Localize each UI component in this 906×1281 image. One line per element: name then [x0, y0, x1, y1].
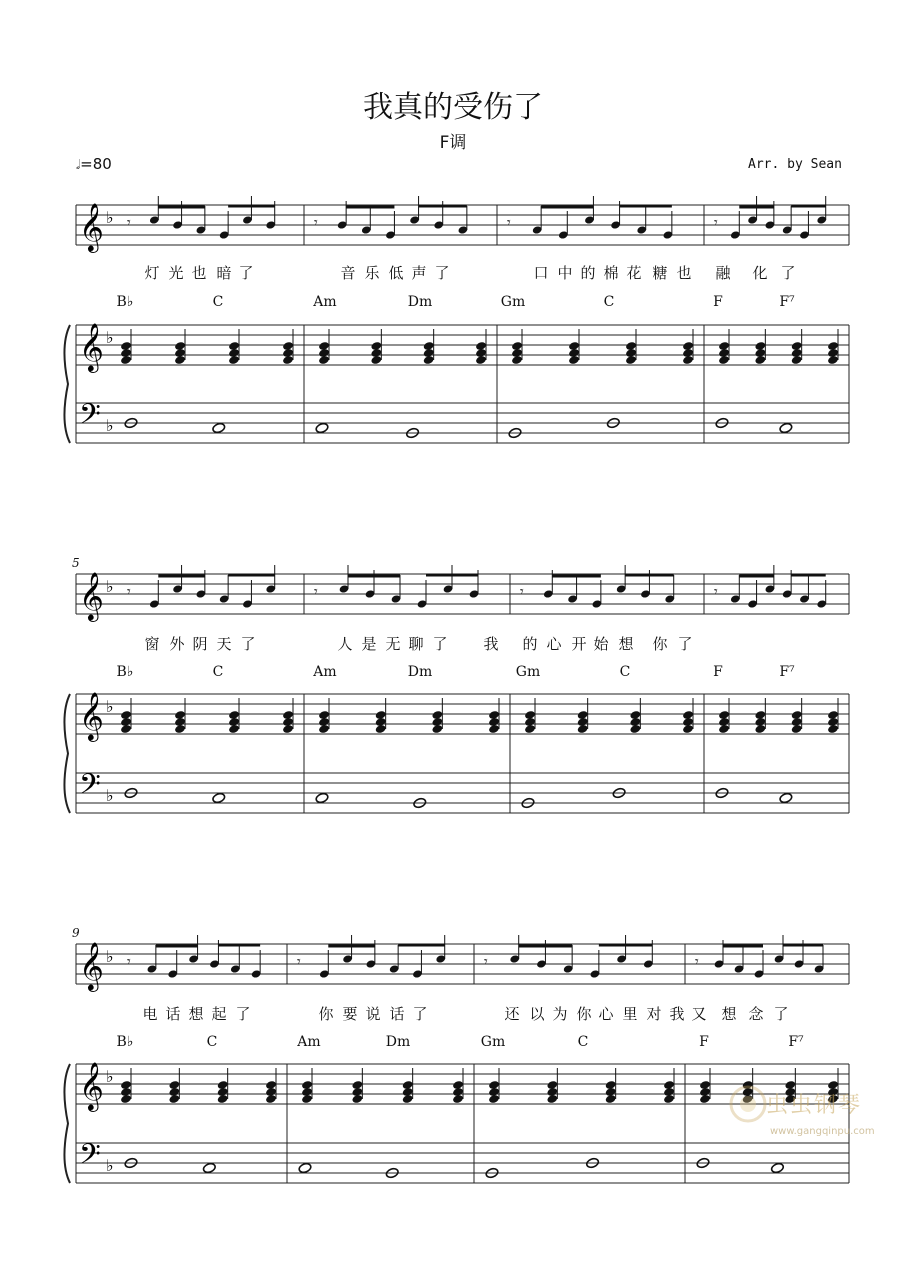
chord-symbol: F⁷ [779, 294, 795, 310]
treble-clef-icon: 𝄞 [79, 571, 104, 620]
bass-half-note [202, 1162, 216, 1174]
chord-symbol: B♭ [116, 664, 134, 680]
eighth-rest-icon: 𝄾 [314, 584, 318, 600]
flat-key-signature-icon: ♭ [106, 697, 114, 716]
eighth-rest-icon: 𝄾 [297, 954, 301, 970]
treble-clef-icon: 𝄞 [79, 941, 104, 990]
eighth-rest-icon: 𝄾 [484, 954, 488, 970]
chord-note [217, 1080, 229, 1090]
lyric-syllable: 你 [576, 1005, 592, 1023]
chord-symbol: C [603, 294, 615, 310]
chord-symbol: Gm [500, 294, 526, 310]
bass-half-note [770, 1162, 784, 1174]
lyric-syllable: 无 [385, 635, 401, 653]
lyric-syllable: 说 [365, 1005, 381, 1023]
measure-number: 9 [72, 926, 80, 940]
treble-clef-icon: 𝄞 [79, 322, 104, 371]
lyric-syllable: 低 [388, 264, 404, 282]
tempo-value: =80 [80, 155, 112, 173]
chord-note [699, 1080, 711, 1090]
eighth-rest-icon: 𝄾 [714, 215, 718, 231]
lyric-syllable: 了 [773, 1005, 789, 1023]
chord-symbol: Dm [407, 664, 433, 680]
lyric-syllable: 了 [434, 264, 450, 282]
bass-half-note [298, 1162, 312, 1174]
lyric-syllable: 聊 [408, 635, 424, 653]
chord-symbol: Dm [407, 294, 433, 310]
treble-clef-icon: 𝄞 [79, 1061, 104, 1110]
chord-symbol: F⁷ [788, 1034, 804, 1050]
chord-symbol: Gm [480, 1034, 506, 1050]
lyric-syllable: 想 [188, 1005, 204, 1023]
chord-note [402, 1080, 414, 1090]
lyric-syllable: 你 [652, 635, 668, 653]
chord-symbol: F [713, 294, 723, 310]
lyric-syllable: 棉 [603, 264, 619, 282]
lyric-syllable: 开 [571, 635, 587, 653]
chord-symbol: C [206, 1034, 218, 1050]
half-note-icon: 𝅗𝅥 [76, 158, 81, 173]
lyric-syllable: 了 [677, 635, 693, 653]
lyric-syllable: 灯 [144, 264, 160, 282]
lyric-syllable: 电 [142, 1005, 158, 1023]
chord-note [120, 1080, 132, 1090]
eighth-rest-icon: 𝄾 [127, 954, 131, 970]
piano-brace-icon [64, 1064, 70, 1183]
lyric-syllable: 始 [593, 635, 609, 653]
watermark-text: 虫虫钢琴 [766, 1093, 863, 1118]
lyric-syllable: 的 [522, 635, 538, 653]
lyric-syllable: 心 [598, 1005, 614, 1023]
arranger-credit: Arr. by Sean [748, 157, 842, 172]
lyric-syllable: 也 [676, 264, 692, 282]
lyric-syllable: 了 [412, 1005, 428, 1023]
chord-symbol: B♭ [116, 1034, 134, 1050]
lyric-syllable: 也 [191, 264, 207, 282]
treble-clef-icon: 𝄞 [79, 202, 104, 251]
lyric-syllable: 话 [389, 1005, 405, 1023]
chord-note [265, 1080, 277, 1090]
lyric-syllable: 心 [546, 635, 562, 653]
treble-clef-icon: 𝄞 [79, 691, 104, 740]
flat-key-signature-icon: ♭ [106, 1067, 114, 1086]
lyric-syllable: 里 [622, 1005, 638, 1023]
chord-symbol: F [699, 1034, 709, 1050]
chord-symbol: Gm [515, 664, 541, 680]
lyric-syllable: 念 [748, 1005, 764, 1023]
watermark-url: www.gangqinpu.com [770, 1126, 875, 1137]
lyric-syllable: 了 [780, 264, 796, 282]
eighth-rest-icon: 𝄾 [127, 584, 131, 600]
chord-symbol: F [713, 664, 723, 680]
bass-clef-icon: 𝄢 [79, 398, 101, 438]
chord-symbol: F⁷ [779, 664, 795, 680]
eighth-rest-icon: 𝄾 [127, 215, 131, 231]
lyric-syllable: 还 [504, 1005, 520, 1023]
lyric-syllable: 又 [691, 1005, 707, 1023]
eighth-rest-icon: 𝄾 [507, 215, 511, 231]
lyric-syllable: 你 [318, 1005, 334, 1023]
chord-note [168, 1080, 180, 1090]
lyric-syllable: 想 [618, 635, 634, 653]
flat-key-signature-icon: ♭ [106, 416, 114, 435]
chord-note [605, 1080, 617, 1090]
chord-symbol: Am [297, 1034, 321, 1050]
watermark-logo-icon [728, 1084, 768, 1124]
lyric-syllable: 起 [211, 1005, 227, 1023]
flat-key-signature-icon: ♭ [106, 577, 114, 596]
lyric-syllable: 声 [411, 264, 427, 282]
lyric-syllable: 天 [216, 635, 232, 653]
lyric-syllable: 了 [235, 1005, 251, 1023]
lyric-syllable: 音 [340, 264, 356, 282]
chord-symbol: C [212, 294, 224, 310]
flat-key-signature-icon: ♭ [106, 947, 114, 966]
lyric-syllable: 是 [361, 635, 377, 653]
lyric-syllable: 乐 [364, 264, 380, 282]
lyric-syllable: 人 [337, 635, 353, 653]
eighth-rest-icon: 𝄾 [314, 215, 318, 231]
eighth-rest-icon: 𝄾 [714, 584, 718, 600]
lyric-syllable: 暗 [216, 264, 232, 282]
lyric-syllable: 我 [669, 1005, 685, 1023]
lyric-syllable: 糖 [652, 264, 668, 282]
flat-key-signature-icon: ♭ [106, 208, 114, 227]
lyric-syllable: 要 [342, 1005, 358, 1023]
lyric-syllable: 为 [552, 1005, 568, 1023]
flat-key-signature-icon: ♭ [106, 1156, 114, 1175]
page-title: 我真的受伤了 [363, 90, 543, 125]
chord-note [663, 1080, 675, 1090]
bass-clef-icon: 𝄢 [79, 768, 101, 808]
chord-note [488, 1080, 500, 1090]
measure-number: 5 [72, 556, 80, 570]
lyric-syllable: 话 [165, 1005, 181, 1023]
chord-symbol: Am [313, 664, 337, 680]
lyric-syllable: 花 [626, 264, 642, 282]
lyric-syllable: 中 [557, 264, 573, 282]
lyric-syllable: 我 [483, 635, 499, 653]
bass-clef-icon: 𝄢 [79, 1138, 101, 1178]
lyric-syllable: 阴 [192, 635, 208, 653]
chord-symbol: Dm [385, 1034, 411, 1050]
chord-note [301, 1080, 313, 1090]
lyric-syllable: 了 [240, 635, 256, 653]
lyric-syllable: 窗 [144, 635, 160, 653]
eighth-rest-icon: 𝄾 [695, 954, 699, 970]
lyric-syllable: 了 [238, 264, 254, 282]
chord-note [351, 1080, 363, 1090]
chord-symbol: B♭ [116, 294, 134, 310]
lyric-syllable: 外 [169, 635, 185, 653]
lyric-syllable: 化 [752, 264, 768, 282]
lyric-syllable: 的 [580, 264, 596, 282]
lyric-syllable: 光 [168, 264, 184, 282]
flat-key-signature-icon: ♭ [106, 786, 114, 805]
chord-note [452, 1080, 464, 1090]
chord-symbol: Am [313, 294, 337, 310]
chord-symbol: C [212, 664, 224, 680]
lyric-syllable: 对 [646, 1005, 662, 1023]
chord-note [546, 1080, 558, 1090]
lyric-syllable: 口 [533, 264, 549, 282]
key-subtitle: F调 [439, 133, 467, 153]
lyric-syllable: 以 [529, 1005, 545, 1023]
lyric-syllable: 融 [715, 264, 731, 282]
lyric-syllable: 想 [721, 1005, 737, 1023]
lyric-syllable: 了 [432, 635, 448, 653]
eighth-rest-icon: 𝄾 [520, 584, 524, 600]
chord-symbol: C [619, 664, 631, 680]
flat-key-signature-icon: ♭ [106, 328, 114, 347]
chord-symbol: C [577, 1034, 589, 1050]
